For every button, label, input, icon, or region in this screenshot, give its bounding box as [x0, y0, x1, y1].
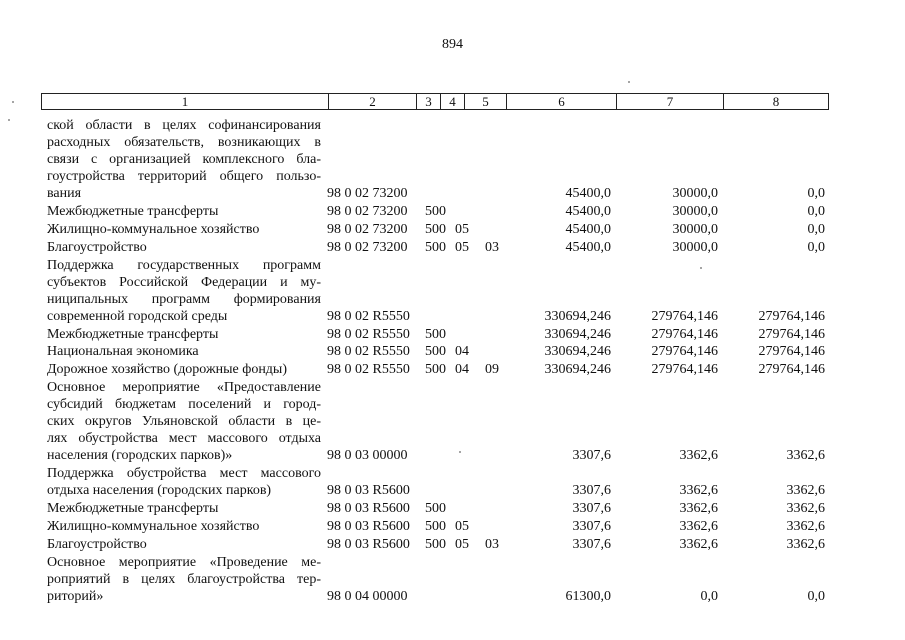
- row-value-2023: 45400,0: [565, 203, 611, 219]
- row-name-line: отдыха населения (городских парков): [47, 483, 272, 499]
- row-value-2024: 279764,146: [651, 344, 718, 360]
- row-section: 04: [455, 344, 469, 360]
- row-value-2024: 3362,6: [679, 501, 718, 516]
- header-col-7: 7: [616, 94, 723, 109]
- row-name-line: современной городской среды: [47, 308, 228, 324]
- table-row: [0, 257, 905, 325]
- row-code: 98 0 02 R5550: [327, 308, 410, 324]
- row-section: 05: [455, 518, 469, 534]
- scan-speck: [459, 451, 461, 453]
- header-col-5: 5: [464, 94, 506, 109]
- table-row: [0, 379, 905, 464]
- row-subclass: 500: [425, 326, 446, 342]
- row-subsection: 03: [485, 239, 499, 255]
- row-code: 98 0 03 R5600: [327, 483, 410, 499]
- row-subsection: 03: [485, 536, 499, 552]
- row-name-line: Основное мероприятие «Предоставление: [47, 380, 321, 396]
- row-code: 98 0 02 R5550: [327, 344, 410, 360]
- row-name: [47, 239, 321, 256]
- row-name-line: роприятий в целях благоустройства тер-: [47, 571, 321, 587]
- row-name-line: гоустройства территорий общего пользо-: [47, 169, 321, 184]
- row-code: 98 0 03 R5600: [327, 518, 410, 534]
- row-name-line: Дорожное хозяйство (дорожные фонды): [47, 362, 288, 378]
- header-col-3: 3: [416, 94, 440, 109]
- row-name: [47, 117, 321, 202]
- row-value-2025: 0,0: [807, 186, 825, 201]
- row-subclass: 500: [425, 362, 446, 378]
- page-number: 894: [442, 37, 463, 52]
- row-value-2025: 279764,146: [758, 326, 825, 342]
- row-name-line: субсидий бюджетам поселений и город-: [47, 397, 321, 413]
- row-subclass: 500: [425, 518, 446, 534]
- row-value-2025: 3362,6: [786, 536, 825, 552]
- row-code: 98 0 03 R5600: [327, 501, 410, 516]
- table-row: [0, 326, 905, 343]
- scan-speck: [8, 119, 10, 121]
- row-value-2023: 3307,6: [572, 483, 611, 499]
- row-name-line: Основное мероприятие «Проведение ме-: [47, 554, 321, 570]
- row-name-line: вания: [47, 186, 82, 201]
- table-row: [0, 465, 905, 499]
- row-subclass: 500: [425, 239, 446, 255]
- row-value-2025: 3362,6: [786, 501, 825, 516]
- table-row: [0, 361, 905, 378]
- table-row: [0, 239, 905, 256]
- row-name: [47, 326, 321, 343]
- row-name: [47, 257, 321, 325]
- table-row: [0, 554, 905, 605]
- row-code: 98 0 03 R5600: [327, 536, 410, 552]
- row-name: [47, 536, 321, 553]
- table-row: [0, 203, 905, 220]
- row-name: [47, 379, 321, 464]
- row-section: 05: [455, 536, 469, 552]
- row-name-line: риторий»: [47, 588, 104, 604]
- row-name-line: Поддержка государственных программ: [47, 257, 321, 273]
- row-name-line: Жилищно-коммунальное хозяйство: [47, 221, 260, 237]
- header-col-1: 1: [181, 94, 189, 109]
- scan-speck: [628, 81, 630, 83]
- row-value-2023: 61300,0: [565, 588, 611, 604]
- row-section: 04: [455, 362, 469, 378]
- table-row: [0, 221, 905, 238]
- row-value-2023: 3307,6: [572, 448, 611, 464]
- row-name-line: Жилищно-коммунальное хозяйство: [47, 518, 260, 534]
- row-value-2023: 3307,6: [572, 536, 611, 552]
- row-name-line: населения (городских парков)»: [47, 448, 233, 464]
- row-subclass: 500: [425, 203, 446, 219]
- row-value-2024: 30000,0: [672, 186, 718, 201]
- row-name-line: связи с организацией комплексного бла-: [47, 152, 321, 167]
- row-value-2024: 279764,146: [651, 326, 718, 342]
- row-name: [47, 203, 321, 220]
- header-col-4: 4: [440, 94, 464, 109]
- header-col-2: 2: [328, 94, 416, 109]
- row-value-2024: 3362,6: [679, 518, 718, 534]
- row-value-2023: 3307,6: [572, 501, 611, 516]
- row-name-line: Межбюджетные трансферты: [47, 326, 219, 342]
- row-value-2024: 3362,6: [679, 483, 718, 499]
- table-row: [0, 117, 905, 202]
- row-subsection: 09: [485, 362, 499, 378]
- row-value-2024: 3362,6: [679, 536, 718, 552]
- scan-speck: [700, 267, 702, 269]
- row-value-2024: 30000,0: [672, 239, 718, 255]
- row-name-line: Благоустройство: [47, 239, 147, 255]
- row-name: [47, 518, 321, 535]
- row-code: 98 0 02 R5550: [327, 326, 410, 342]
- row-value-2025: 279764,146: [758, 362, 825, 378]
- row-value-2025: 0,0: [807, 588, 825, 604]
- row-value-2025: 0,0: [807, 221, 825, 237]
- row-value-2025: 279764,146: [758, 344, 825, 360]
- row-value-2025: 0,0: [807, 203, 825, 219]
- row-name-line: Благоустройство: [47, 536, 147, 552]
- row-value-2025: 3362,6: [786, 518, 825, 534]
- table-row: [0, 500, 905, 517]
- row-name-line: ских округов Ульяновской области в це-: [47, 414, 321, 430]
- row-code: 98 0 03 00000: [327, 448, 408, 464]
- row-value-2024: 3362,6: [679, 448, 718, 464]
- row-name-line: ской области в целях софинансирования: [47, 118, 321, 133]
- row-name-line: субъектов Российской Федерации и му-: [47, 274, 321, 290]
- row-value-2023: 330694,246: [544, 344, 611, 360]
- row-code: 98 0 02 73200: [327, 203, 408, 219]
- row-name: [47, 361, 321, 378]
- row-name-line: лях обустройства мест массового отдыха: [47, 431, 321, 447]
- row-code: 98 0 02 73200: [327, 186, 408, 201]
- row-value-2025: 0,0: [807, 239, 825, 255]
- row-value-2023: 45400,0: [565, 239, 611, 255]
- row-subclass: 500: [425, 536, 446, 552]
- row-value-2023: 3307,6: [572, 518, 611, 534]
- row-value-2024: 279764,146: [651, 308, 718, 324]
- header-col-6: 6: [506, 94, 616, 109]
- row-code: 98 0 02 73200: [327, 239, 408, 255]
- scan-speck: [12, 101, 14, 103]
- row-value-2024: 30000,0: [672, 221, 718, 237]
- row-value-2024: 279764,146: [651, 362, 718, 378]
- row-subclass: 500: [425, 344, 446, 360]
- row-value-2023: 330694,246: [544, 362, 611, 378]
- row-name: [47, 221, 321, 238]
- table-row: [0, 343, 905, 360]
- row-name: [47, 465, 321, 499]
- row-code: 98 0 04 00000: [327, 588, 408, 604]
- row-value-2024: 0,0: [700, 588, 718, 604]
- row-value-2023: 330694,246: [544, 326, 611, 342]
- row-value-2024: 30000,0: [672, 203, 718, 219]
- row-value-2023: 330694,246: [544, 308, 611, 324]
- row-code: 98 0 02 R5550: [327, 362, 410, 378]
- row-name: [47, 343, 321, 360]
- table-header: [41, 93, 829, 110]
- row-name-line: Межбюджетные трансферты: [47, 501, 219, 516]
- row-value-2025: 3362,6: [786, 483, 825, 499]
- row-subclass: 500: [425, 501, 446, 516]
- row-value-2023: 45400,0: [565, 186, 611, 201]
- row-value-2025: 3362,6: [786, 448, 825, 464]
- row-name: [47, 554, 321, 605]
- row-section: 05: [455, 239, 469, 255]
- table-row: [0, 536, 905, 553]
- row-name-line: Национальная экономика: [47, 344, 199, 360]
- row-name-line: Межбюджетные трансферты: [47, 203, 219, 219]
- header-col-8: 8: [723, 94, 828, 109]
- table-row: [0, 518, 905, 535]
- row-name: [47, 500, 321, 517]
- row-value-2023: 45400,0: [565, 221, 611, 237]
- row-subclass: 500: [425, 221, 446, 237]
- row-name-line: Поддержка обустройства мест массового: [47, 466, 321, 482]
- row-name-line: ниципальных программ формирования: [47, 291, 321, 307]
- row-section: 05: [455, 221, 469, 237]
- row-code: 98 0 02 73200: [327, 221, 408, 237]
- row-name-line: расходных обязательств, возникающих в: [47, 135, 321, 150]
- row-value-2025: 279764,146: [758, 308, 825, 324]
